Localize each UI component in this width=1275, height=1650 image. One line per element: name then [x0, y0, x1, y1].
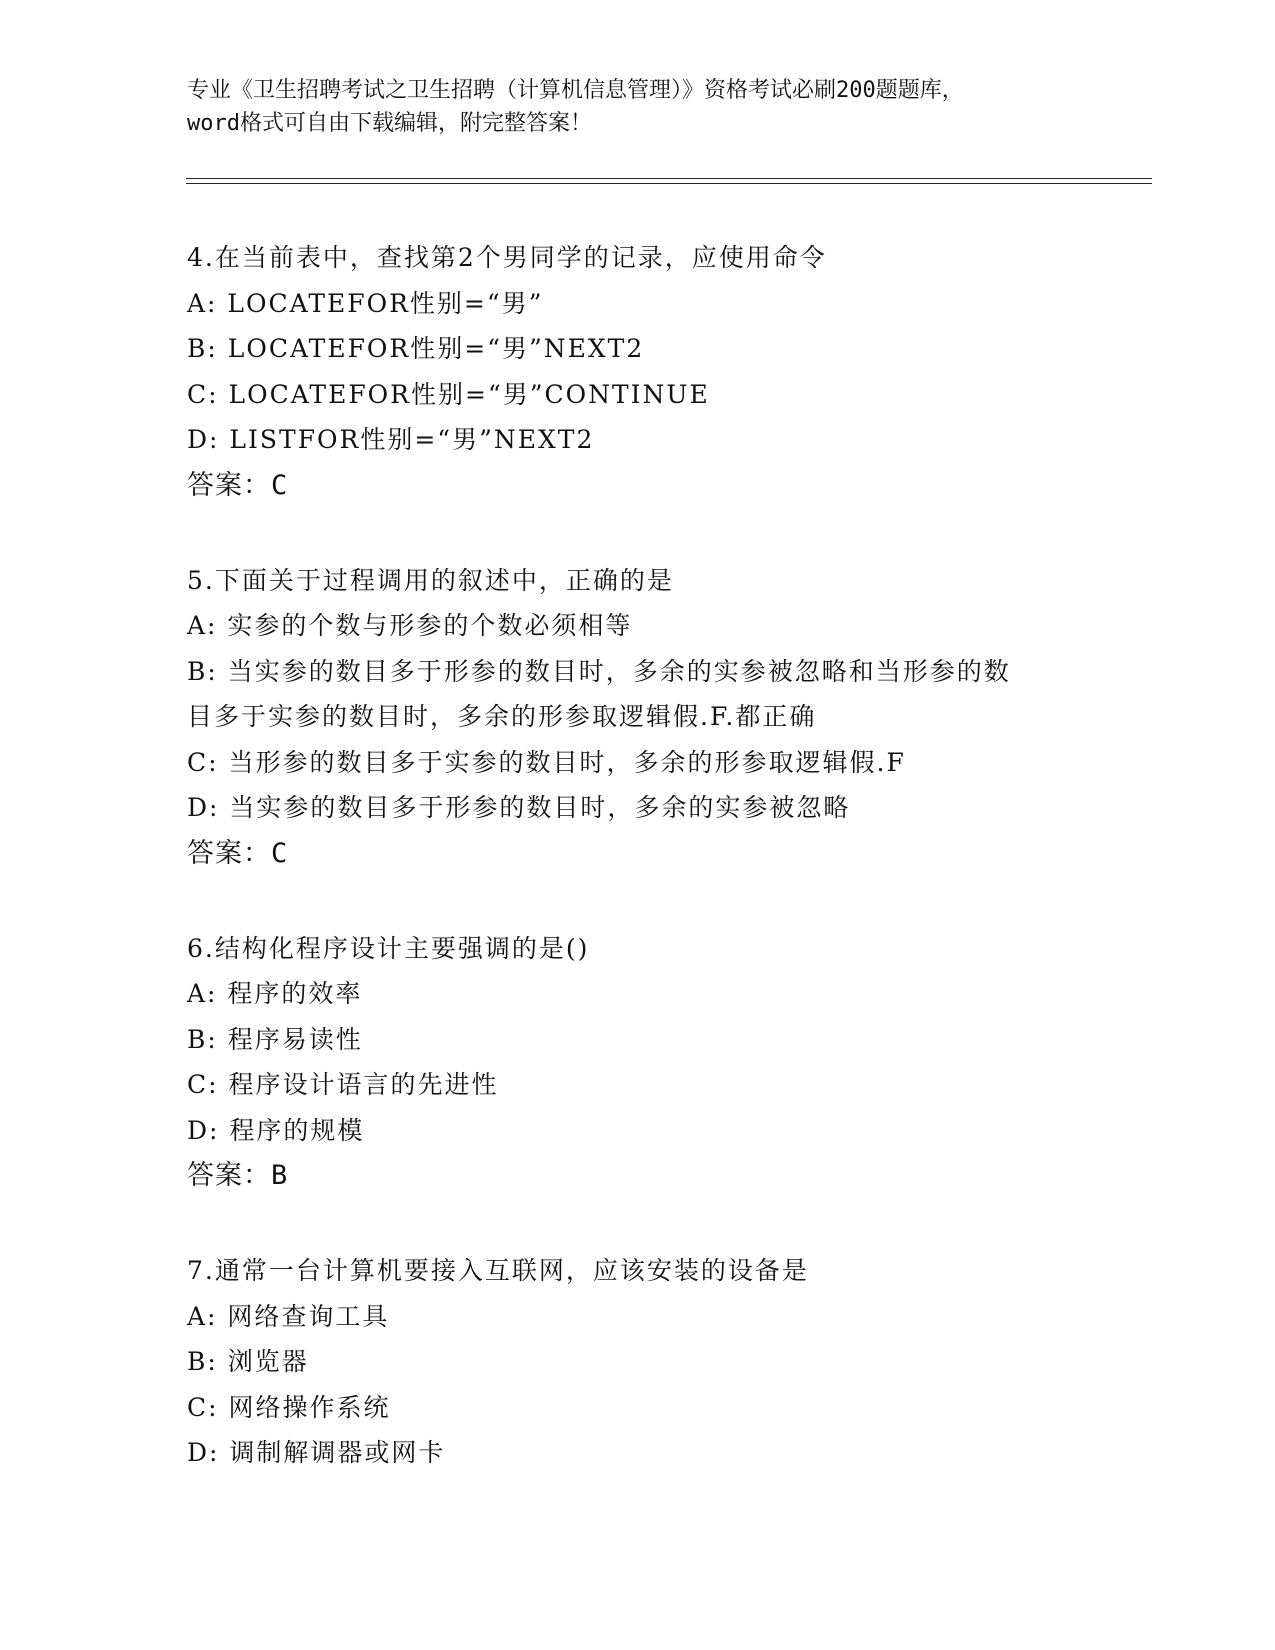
question-7	[187, 1248, 1087, 1476]
answer: 答案：B	[187, 1160, 289, 1191]
option-a: A: LOCATEFOR性别=“男”	[187, 288, 544, 318]
option-a: A: 实参的个数与形参的个数必须相等	[187, 611, 633, 640]
header-line-2: word格式可自由下载编辑，附完整答案！	[187, 111, 592, 136]
option-c: C: LOCATEFOR性别=“男”CONTINUE	[187, 379, 710, 409]
option-a: A: 网络查询工具	[187, 1301, 390, 1331]
question-list	[187, 235, 1087, 1526]
document-header	[187, 74, 1087, 140]
option-d: D: 程序的规模	[187, 1115, 365, 1145]
option-b: B: LOCATEFOR性别=“男”NEXT2	[187, 334, 645, 363]
question-stem: 4.在当前表中，查找第2个男同学的记录，应使用命令	[187, 243, 827, 272]
header-line-1: 专业《卫生招聘考试之卫生招聘（计算机信息管理）》资格考试必刷200题题库，	[187, 78, 964, 103]
answer: 答案：C	[187, 837, 289, 869]
option-b-continued: 目多于实参的数目时，多余的形参取逻辑假.F.都正确	[187, 702, 817, 731]
question-stem: 6.结构化程序设计主要强调的是()	[187, 933, 590, 963]
option-d: D: 当实参的数目多于形参的数目时，多余的实参被忽略	[187, 793, 851, 822]
question-6	[187, 926, 1087, 1199]
option-d: D: LISTFOR性别=“男”NEXT2	[187, 425, 595, 454]
option-c: C: 程序设计语言的先进性	[187, 1070, 499, 1099]
question-4	[187, 235, 1087, 508]
option-c: C: 网络操作系统	[187, 1392, 391, 1422]
option-c: C: 当形参的数目多于实参的数目时，多余的形参取逻辑假.F	[187, 747, 906, 777]
option-d: D: 调制解调器或网卡	[187, 1438, 446, 1467]
option-b: B: 程序易读性	[187, 1024, 363, 1054]
question-stem: 5.下面关于过程调用的叙述中，正确的是	[187, 565, 674, 595]
question-5	[187, 558, 1087, 876]
question-stem: 7.通常一台计算机要接入互联网，应该安装的设备是	[187, 1256, 809, 1285]
header-divider	[186, 178, 1152, 184]
option-a: A: 程序的效率	[187, 979, 363, 1008]
option-b: B: 浏览器	[187, 1347, 309, 1376]
option-b: B: 当实参的数目多于形参的数目时，多余的实参被忽略和当形参的数	[187, 656, 1011, 686]
answer: 答案：C	[187, 469, 289, 501]
